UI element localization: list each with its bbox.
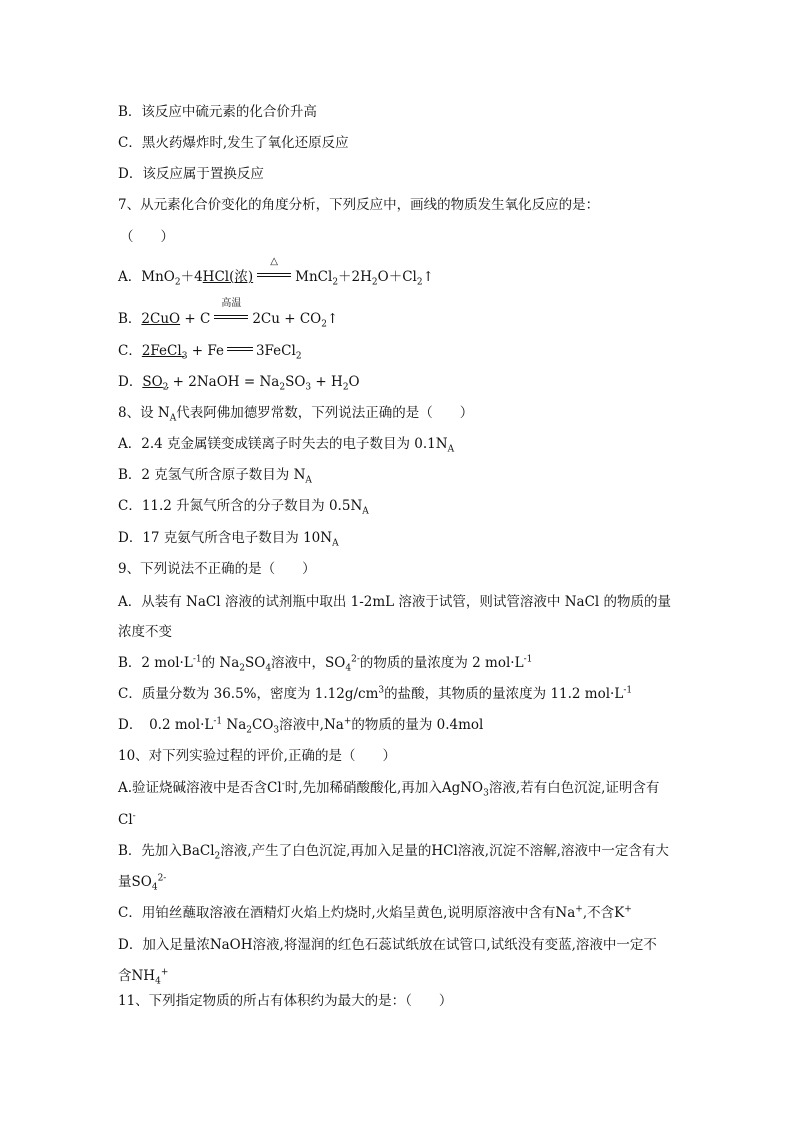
q7-c-equals xyxy=(227,342,253,356)
q7-option-b: B．2CuO + C 高温 $2Cu + CO_2↑$ xyxy=(118,298,339,330)
q7-c-prefix: C． xyxy=(118,343,142,359)
q7-c-underlined: 2FeCl$_3$ xyxy=(141,343,188,362)
q7-a-plus: ＋4 xyxy=(180,269,203,285)
q10-option-a-line2: Cl- xyxy=(118,811,136,828)
q7-a-right3: O＋Cl xyxy=(377,269,417,285)
q7-b-condition: 高温 xyxy=(221,298,242,309)
heat-triangle-icon: △ xyxy=(270,256,278,267)
q7-d-prefix: D． xyxy=(118,374,143,390)
q9-option-c: C．质量分数为 36.5%，密度为 $1.12g/cm^3$的盐酸，其物质的量浓度为 11.2 $mol\cdot L^{-1}$ xyxy=(118,685,633,702)
q7-a-prefix: A．MnO xyxy=(118,269,175,285)
q7-d-rest3: + H xyxy=(311,374,343,390)
q7-option-a: A．MnO$_2$＋4HCl(浓) △ $MnCl_2+2H_2O+Cl_2↑$ xyxy=(118,256,434,288)
q7-a-heat-arrow xyxy=(257,256,291,284)
q7-option-c: C．2FeCl$_3$ + Fe 3FeCl$_2$ xyxy=(118,343,302,362)
q10-option-d-line1: D．加入足量浓NaOH溶液,将湿润的红色石蕊试纸放在试管口,试纸没有变蓝,溶液中一定不 xyxy=(118,937,657,953)
q7-answer-paren: （ ） xyxy=(120,229,174,245)
q10-option-d-line2: 含$NH_4^+$ xyxy=(118,967,169,987)
q8-stem: 8、设 $N_A$代表阿佛加德罗常数，下列说法正确的是（ ） xyxy=(118,405,474,424)
q7-c-mid: + Fe xyxy=(187,343,224,359)
q7-d-rest4: O xyxy=(348,374,360,390)
q9-stem: 9、下列说法不正确的是（ ） xyxy=(118,561,316,577)
q7-a-sub2: 2 xyxy=(174,277,181,288)
q8-option-b: B．2 克氢气所含原子数目为 $N_A$ xyxy=(118,467,312,486)
q7-a-underlined: HCl(浓) xyxy=(202,269,254,285)
q7-d-rest1: + 2NaOH = Na xyxy=(168,374,280,390)
q7-c-right: 3FeCl xyxy=(255,343,296,359)
q6-option-c: C．黑火药爆炸时,发生了氧化还原反应 xyxy=(118,135,349,151)
q9-option-a-line2: 浓度不变 xyxy=(118,624,172,640)
q7-b-hightemp-arrow xyxy=(214,298,248,326)
q10-option-b-line1: B．先加入BaCl$_2$溶液,产生了白色沉淀,再加入足量的HCl溶液,沉淀不溶解,溶液中一定含有大 xyxy=(118,843,669,862)
q10-option-c: C．用铂丝蘸取溶液在酒精灯火焰上灼烧时,火焰呈黄色,说明原溶液中含有Na+,不含K+ xyxy=(118,904,632,921)
q7-b-prefix: B． xyxy=(118,311,142,327)
q9-option-b: B．2 $mol\cdot L^{-1}$的 $Na_2SO_4$溶液中，$SO_4^{2-}$的物质的量浓度为 2 $mol\cdot L^{-1}$ xyxy=(118,654,533,674)
gas-up-arrow-icon: ↑ xyxy=(422,269,434,285)
gas-up-arrow-icon: ↑ xyxy=(326,311,339,327)
q7-stem: 7、从元素化合价变化的角度分析，下列反应中，画线的物质发生氧化反应的是： xyxy=(118,197,600,213)
q7-a-right: MnCl xyxy=(295,269,333,285)
q10-option-a-line1: A.验证烧碱溶液中是否含Cl-时,先加稀硝酸酸化,再加入AgNO$_3$溶液,若有白色沉淀,证明含有 xyxy=(118,779,660,799)
q8-option-c: C．11.2 升氮气所含的分子数目为 $0.5N_A$ xyxy=(118,498,369,517)
q6-option-b: B．该反应中硫元素的化合价升高 xyxy=(118,104,317,120)
q7-a-right2: ＋2H xyxy=(338,269,372,285)
q6-option-d: D．该反应属于置换反应 xyxy=(118,166,264,182)
q8-option-a: A．2.4 克金属镁变成镁离子时失去的电子数目为 $0.1N_A$ xyxy=(118,436,455,455)
q11-stem: 11、下列指定物质的所占有体积约为最大的是：（ ） xyxy=(118,993,453,1009)
q9-option-a-line1: A．从装有 NaCl 溶液的试剂瓶中取出 1-2mL 溶液于试管，则试管溶液中 NaCl 的物质的量 xyxy=(118,594,672,610)
q7-b-mid: + C xyxy=(180,311,211,327)
q7-b-underlined: 2CuO xyxy=(141,311,181,327)
q10-option-b-line2: 量$SO_4^{2-}$ xyxy=(118,873,167,893)
q9-option-d: D． 0.2 $mol\cdot L^{-1}$ $Na_2CO_3$溶液中,Na+的物质的量为 0.4mol xyxy=(118,716,484,736)
q7-b-right: 2Cu + CO xyxy=(252,311,322,327)
q7-d-rest2: SO xyxy=(285,374,306,390)
q7-option-d: D．$SO_2$ + 2NaOH = $Na_2SO_3 + H_2O$ xyxy=(118,374,360,393)
q8-option-d: D．17 克氨气所含电子数目为 $10N_A$ xyxy=(118,530,339,549)
q7-d-underlined: $SO_2$ xyxy=(142,374,169,393)
q10-stem: 10、对下列实验过程的评价,正确的是（ ） xyxy=(118,748,396,764)
